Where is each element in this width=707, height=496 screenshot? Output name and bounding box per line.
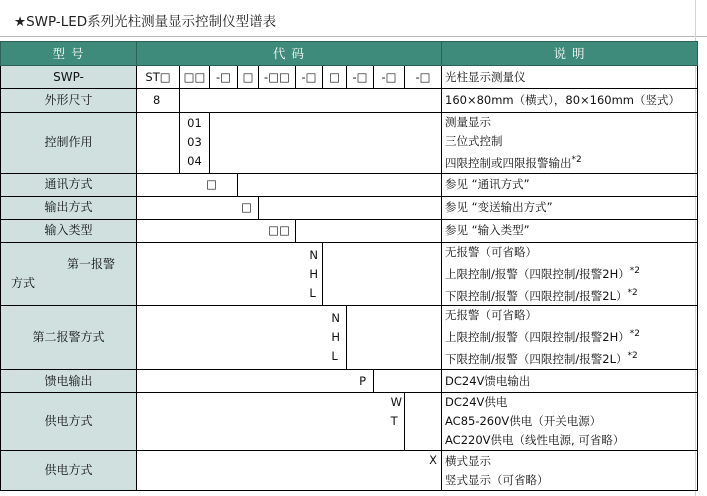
row-desc: 参见 “输入类型” [442, 219, 698, 242]
row-desc: 横式显示 竖式显示（可省略） [442, 451, 698, 491]
row-label: 通讯方式 [1, 173, 137, 196]
code-cell: □ [323, 66, 347, 89]
table-row [1, 66, 698, 89]
header-code: 代 码 [137, 42, 442, 66]
table-row [1, 219, 698, 242]
code-cell: □□ [137, 219, 296, 242]
code-cell: -□□ [259, 66, 296, 89]
code-cell: -□ [405, 66, 442, 89]
code-cell: □□ [180, 66, 210, 89]
row-desc: 测量显示 三位式控制 四限控制或四限报警输出$^{*2}$ [442, 113, 698, 174]
page-title: ★SWP-LED系列光柱测量显示控制仪型谱表 [14, 14, 277, 30]
row-label: 供电方式 [1, 393, 137, 451]
table-row [1, 242, 698, 306]
code-cell: 8 [137, 89, 180, 113]
code-cell: W T [137, 393, 405, 451]
table-row [1, 370, 698, 393]
title-divider [0, 36, 707, 37]
row-label: 第二报警方式 [1, 306, 137, 370]
code-cell: 01 03 04 [180, 113, 210, 174]
table-row [1, 196, 698, 219]
row-desc: 光柱显示测量仪 [442, 66, 698, 89]
header-desc: 说 明 [442, 42, 698, 66]
table-row [1, 451, 698, 491]
code-cell: -□ [210, 66, 238, 89]
table-row [1, 89, 698, 113]
row-label: 控制作用 [1, 113, 137, 174]
row-desc: DC24V供电 AC85-260V供电（开关电源） AC220V供电（线性电源, 可省略） [442, 393, 698, 451]
row-label: SWP- [1, 66, 137, 89]
code-cell: -□ [374, 66, 405, 89]
row-label: 第一报警 方式 [1, 242, 137, 306]
code-cell: N H L [137, 306, 347, 370]
empty-code-area [180, 89, 442, 113]
row-desc: 无报警（可省略） 上限控制/报警（四限控制/报警2H）$^{*2}$ 下限控制/报警（四限控制/报警2L）$^{*2}$ [442, 242, 698, 306]
row-desc: 参见 “通讯方式” [442, 173, 698, 196]
row-desc: 无报警（可省略） 上限控制/报警（四限控制/报警2H）$^{*2}$ 下限控制/报警（四限控制/报警2L）$^{*2}$ [442, 306, 698, 370]
table-row [1, 393, 698, 451]
code-cell: -□ [347, 66, 374, 89]
row-label: 输入类型 [1, 219, 137, 242]
table-row [1, 306, 698, 370]
row-label: 外形尺寸 [1, 89, 137, 113]
code-cell: ST□ [137, 66, 180, 89]
row-desc: 160×80mm（横式），80×160mm（竖式） [442, 89, 698, 113]
code-cell: X [137, 451, 442, 491]
code-cell: □ [238, 66, 259, 89]
header-row [1, 42, 698, 66]
code-cell: -□ [296, 66, 323, 89]
header-model: 型 号 [1, 42, 137, 66]
spec-table [0, 41, 698, 491]
row-label: 输出方式 [1, 196, 137, 219]
code-cell: N H L [137, 242, 323, 306]
table-row [1, 113, 698, 174]
row-desc: 参见 “变送输出方式” [442, 196, 698, 219]
code-cell: P [137, 370, 374, 393]
row-label: 供电方式 [1, 451, 137, 491]
row-label: 馈电输出 [1, 370, 137, 393]
row-desc: DC24V馈电输出 [442, 370, 698, 393]
code-cell: □ [137, 173, 238, 196]
code-cell: □ [137, 196, 259, 219]
table-row [1, 173, 698, 196]
